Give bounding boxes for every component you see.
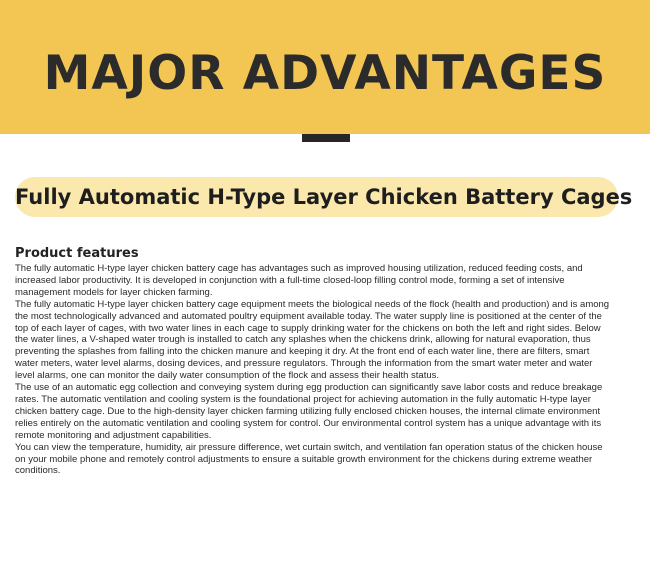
product-title: Fully Automatic H-Type Layer Chicken Battery Cages: [15, 185, 633, 209]
page-title: MAJOR ADVANTAGES: [43, 46, 607, 101]
title-divider: [302, 134, 350, 142]
section-heading: Product features: [15, 246, 139, 261]
subtitle-pill: [15, 177, 633, 217]
paragraph-water-system: The fully automatic H-type layer chicken battery cage equipment meets the biological needs of the flock (health and production) and is among the most technologically advanced and automated poultry equipment available today. The water supply line is positioned at the center of the top of each layer of cages, with two water lines in each cage to supply drinking water for the chickens on both the left and right sides. Below the water lines, a V-shaped water trough is installed to catch any splashes when the chickens drink, allowing for natural evaporation, thus preventing the splashes from falling into the chicken manure and keeping it dry. At the front end of each water line, there are filters, smart water meters, water level alarms, dosing devices, and pressure regulators. Through the information from the smart water meter and water level alarms, one can monitor the daily water consumption of the flock and assess their health status.: [15, 298, 610, 382]
product-features-section: [15, 245, 611, 477]
header-banner: [0, 0, 650, 134]
paragraph-remote-control: You can view the temperature, humidity, air pressure difference, wet curtain switch, and ventilation fan operation status of the chicken house on your mobile phone and remotely control adjustments to ensure a suitable growth environment for the chickens during extreme weather conditions.: [15, 441, 603, 477]
paragraph-housing-benefits: The fully automatic H-type layer chicken battery cage has advantages such as improved housing utilization, reduced feeding costs, and increased labor productivity. It is developed in conjunction with a full-time closed-loop filling control mode, forming a set of intensive management models for layer chicken farming.: [15, 263, 583, 298]
paragraph-egg-collection-ventilation: The use of an automatic egg collection and conveying system during egg production can significantly save labor costs and reduce breakage rates. The automatic ventilation and cooling system is the foundational project for achieving automation in the fully automatic H-type layer chicken battery cage. Due to the high-density layer chicken farming utilizing fully enclosed chicken houses, the internal climate environment relies entirely on the automatic ventilation and cooling system for control. Our environmental control system has a unique advantage with its remote monitoring and adjustment capabilities.: [15, 382, 603, 441]
